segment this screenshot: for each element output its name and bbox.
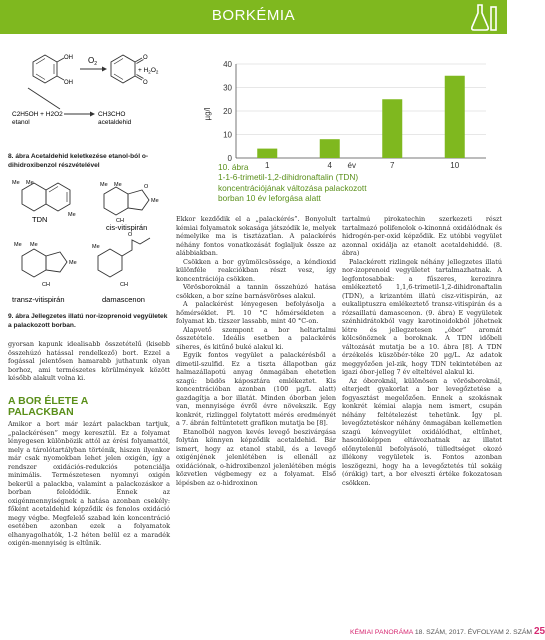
col3-paragraph: Az óboroknál, különösen a vörösboroknál, elterjedt gyakorlat a bor levegőztetése a fogyasztást megelőzően. Ennek a szokásnak konkrét kémiai alapja nem ismert, csupán néhány feltételezést tehetünk. Így pl. levegőztetéskor néhány önmagában kellemetlen szagú kénvegyület oxidálódhat, eltűnhet, hasonlóképpen eltávozhatnak az illatot előnytelenül befolyásoló, túlledtséget okozó illékony vegyületek is. Fontos azonban leszögezni, hogy ha a levegőztetés túl sokáig (órákig) tart, a bor elveszti értéke fokozatosan csökken. (342, 376, 502, 487)
cis-me3: Me (151, 198, 159, 204)
x-tick-label: 7 (390, 161, 395, 170)
o-label-top: O (143, 55, 148, 61)
figure-10-title (218, 162, 508, 203)
y-tick-label: 40 (223, 60, 232, 69)
trans-me3: Me (69, 260, 77, 266)
y-tick-label: 30 (223, 83, 232, 93)
col2-paragraph: Egyik fontos vegyület a palackérésből a dimetil-szulfid. Ez a tiszta állapotban gáz halmazállapotú anyag önmagában ehetetlen szagú: büdös káposztára emlékeztet. Kis koncentrációban azonban (100 µg/L alatt) gazdagítja a bor illatát. Minden óborban jelen van, mennyisége évről évre növekszik. Egy konkrét, rizlinggel folytatott mérés eredményét a 7. ábrán feltüntetett grafikon mutatja be [8]. (176, 351, 336, 427)
col2-paragraph: Csökken a bor gyümölcsössége, a kéndioxid különféle reakciókban részt vesz, így koncentrációja csökken. (176, 257, 336, 283)
trans-me2: Me (30, 242, 38, 248)
footer-issue: 18. SZÁM, 2017. ÉVFOLYAM 2. SZÁM (414, 629, 533, 636)
section-title: BORKÉMIA (211, 7, 296, 24)
oh-label-top: OH (64, 55, 73, 61)
x-unit-label: év (347, 161, 356, 170)
chart-title-line1: 10. ábra (218, 162, 249, 172)
cis-ch2: CH (116, 218, 124, 224)
cis-label: cis-vitispirán (106, 223, 148, 232)
col1-body-paragraph: Amikor a bort már lezárt palackban tartjuk, „palackérésen” megy keresztül. Ez a folyamat lényegesen különbözik attól az érési folyamattól, mely a tárolótartályban történik, hiszen ilyenkor már csak nyomokban lehet jelen oxigén, így a rendszer oxidációs-redukciós potenciálja minimális. Természetesen nyomnyi oxigén bekerül a palackba, valamint a palackozáskor a borban feloldódik. Ennek az oxigénmennyiségnek a hatása azonban csekély: főként acetaldehid képződik és fenolos oxidáció megy végbe. Megfelelő szabad kén koncentráció esetében azonban ezek a folyamatok elhanyagolhatók, 1-2 héten belül ez a maradék oxigén-mennyiség is eltűnik. (8, 420, 170, 547)
dam-me: Me (92, 244, 100, 250)
col3-body (342, 215, 502, 487)
col2-paragraph: Alapvető szempont a bor heltartalmi összetétele. Ideális esetben a palackérés siheres, és kitűnő buké alakul ki. (176, 325, 336, 351)
acetaldehyde-label: acetaldehid (98, 119, 132, 126)
ethanol-h2o2-reactants: C2H5OH + H2O2 (12, 111, 63, 118)
o2-label: $O_2$ (88, 56, 98, 67)
bar-7 (382, 99, 402, 158)
page-number: 25 (533, 626, 545, 637)
col2-paragraph: Vörösboroknál a tannin összehúzó hatása csökken, a bor színe barnásvöröses alakul. (176, 283, 336, 300)
figure-8-reaction-scheme (8, 46, 170, 153)
tdn-me3: Me (68, 212, 76, 218)
figure-9-caption: 9. ábra Jellegzetes illatú nor-izoprenoid vegyületek a palackozott borban. (8, 313, 168, 329)
lab-flask-icon (469, 3, 499, 31)
footer-publication: KÉMIAI PANORÁMA (350, 629, 413, 636)
section-heading (8, 396, 170, 417)
col2-body (176, 215, 336, 487)
h2o2-product: + $H_2O_2$ (138, 67, 159, 75)
bar-1 (257, 149, 277, 158)
trans-ch2: CH (42, 282, 50, 288)
y-tick-label: 20 (223, 107, 232, 116)
chart-title-line4: borban 10 év leforgása alatt (218, 192, 321, 203)
x-tick-label: 1 (265, 161, 270, 170)
section-heading-line1: A BOR ÉLETE A (8, 395, 89, 407)
y-tick-label: 10 (223, 130, 232, 140)
oh-label-bottom: OH (64, 80, 73, 86)
trans-label: transz-vitispirán (12, 295, 65, 304)
bar-4 (320, 139, 340, 158)
tdn-me2: Me (26, 180, 34, 186)
o-label-bottom: O (143, 80, 148, 86)
col1-intro (8, 340, 170, 383)
dam-ch2: CH (120, 282, 128, 288)
ethanol-label: etanol (12, 119, 30, 126)
page-footer (350, 626, 545, 637)
chart-title-line2: 1-1-6-trimetil-1,2-dihidronaftalin (TDN) (218, 172, 359, 183)
col3-paragraph: tartalmú pirokatechin szerkezeti részt tartalmazó polifenolok o-kinonná oxidálódnak és hidrogén-per-oxid képződik. Ez utóbbi vegyület azonnal oxidálja az etanolt acetaldehiddé. (8. ábra) (342, 215, 502, 257)
y-axis-label: µg/l (203, 107, 212, 121)
cis-me2: Me (114, 182, 122, 188)
col2-paragraph: A palackérést lényegesen befolyásolja a hőmérséklet. Pl. 10 °C hőmérsékleten a folyamat kb. tízszer lassabb, mint 40 °C-on. (176, 300, 336, 325)
acetaldehyde-formula: CH3CHO (98, 111, 126, 118)
col1-body (8, 420, 170, 548)
bar-10 (445, 76, 465, 158)
tdn-label: TDN (32, 215, 48, 224)
figure-8-caption: 8. ábra Acetaldehid keletkezése etanol-ból o-dihidroxibenzol részvételével (8, 153, 149, 169)
dam-o: O (128, 232, 133, 238)
trans-me1: Me (14, 242, 22, 248)
y-tick-label: 0 (227, 154, 232, 163)
col1-intro-paragraph: gyorsan kapunk idealisabb összetételű (kisebb összehúzó hatással rendelkező) bort. Ezzel a fogással jelentősen hamarabb juthatunk olyan borhoz, ami természetes körülmények között később alakult volna ki. (8, 340, 170, 382)
cis-o: O (144, 184, 149, 190)
cis-me1: Me (100, 182, 108, 188)
dam-label: damascenon (102, 295, 145, 304)
figure-9-structures (8, 178, 170, 312)
chart-title-line3: koncentrációjának változása palackozott (218, 182, 367, 193)
tdn-me1: Me (12, 180, 20, 186)
col3-paragraph: Palackérett rizlingek néhány jellegzetes illatú nor-izoprenoid vegyületet tartalmazhatnak. A legfontosabbak: a fűszeres, kerozinra emlékeztető 1,1,6-trimetil-1,2-dihidronaftalin (TDN), a krizantém illatú cisz-vitispirán, az eukaliptuszra emlékeztető transz-vitispirán és a rózsaillatú damascenon. (9. ábra) E vegyületek szénhidrátokból vagy karotinoidokból jöhetnek létre és jellegzetesen „óbor” aromát kölcsönöznek a boroknak. A TDN időbeli változását mutatja be a 10. ábra [8]. A TDN érzékelés küszöbér-téke 20 µg/L. Az adatok meggyőzően jel-zik, hogy TDN tekintetében az igazi óbor-jelleg 7 év elteltével alakul ki. (342, 257, 502, 376)
x-tick-label: 4 (327, 161, 332, 170)
col2-paragraph: Ekkor kezdődik el a „palackérés”. Bonyolult kémiai folyamatok sokasága játszódik le, melyek némelyike ma is tisztázatlan. A palackérés néhány fontos vonatkozását foglaljuk össze az alábbiakban. (176, 215, 336, 257)
col2-paragraph: Etanolból nagyon kevés levegő beszivárgása folytán könnyen képződik acetaldehid. Bár ismert, hogy az etanol stabil, és a levegő oxigénjének jelenlétében is ellenáll az oxidációnak, o-hidroxibenzol jelenlétében mégis közvetlen végbemegy ez a folyamat. Első lépésben az o-hidroxinon (176, 427, 336, 487)
page-header (0, 0, 507, 34)
x-tick-label: 10 (450, 161, 460, 170)
section-heading-line2: PALACKBAN (8, 405, 74, 418)
